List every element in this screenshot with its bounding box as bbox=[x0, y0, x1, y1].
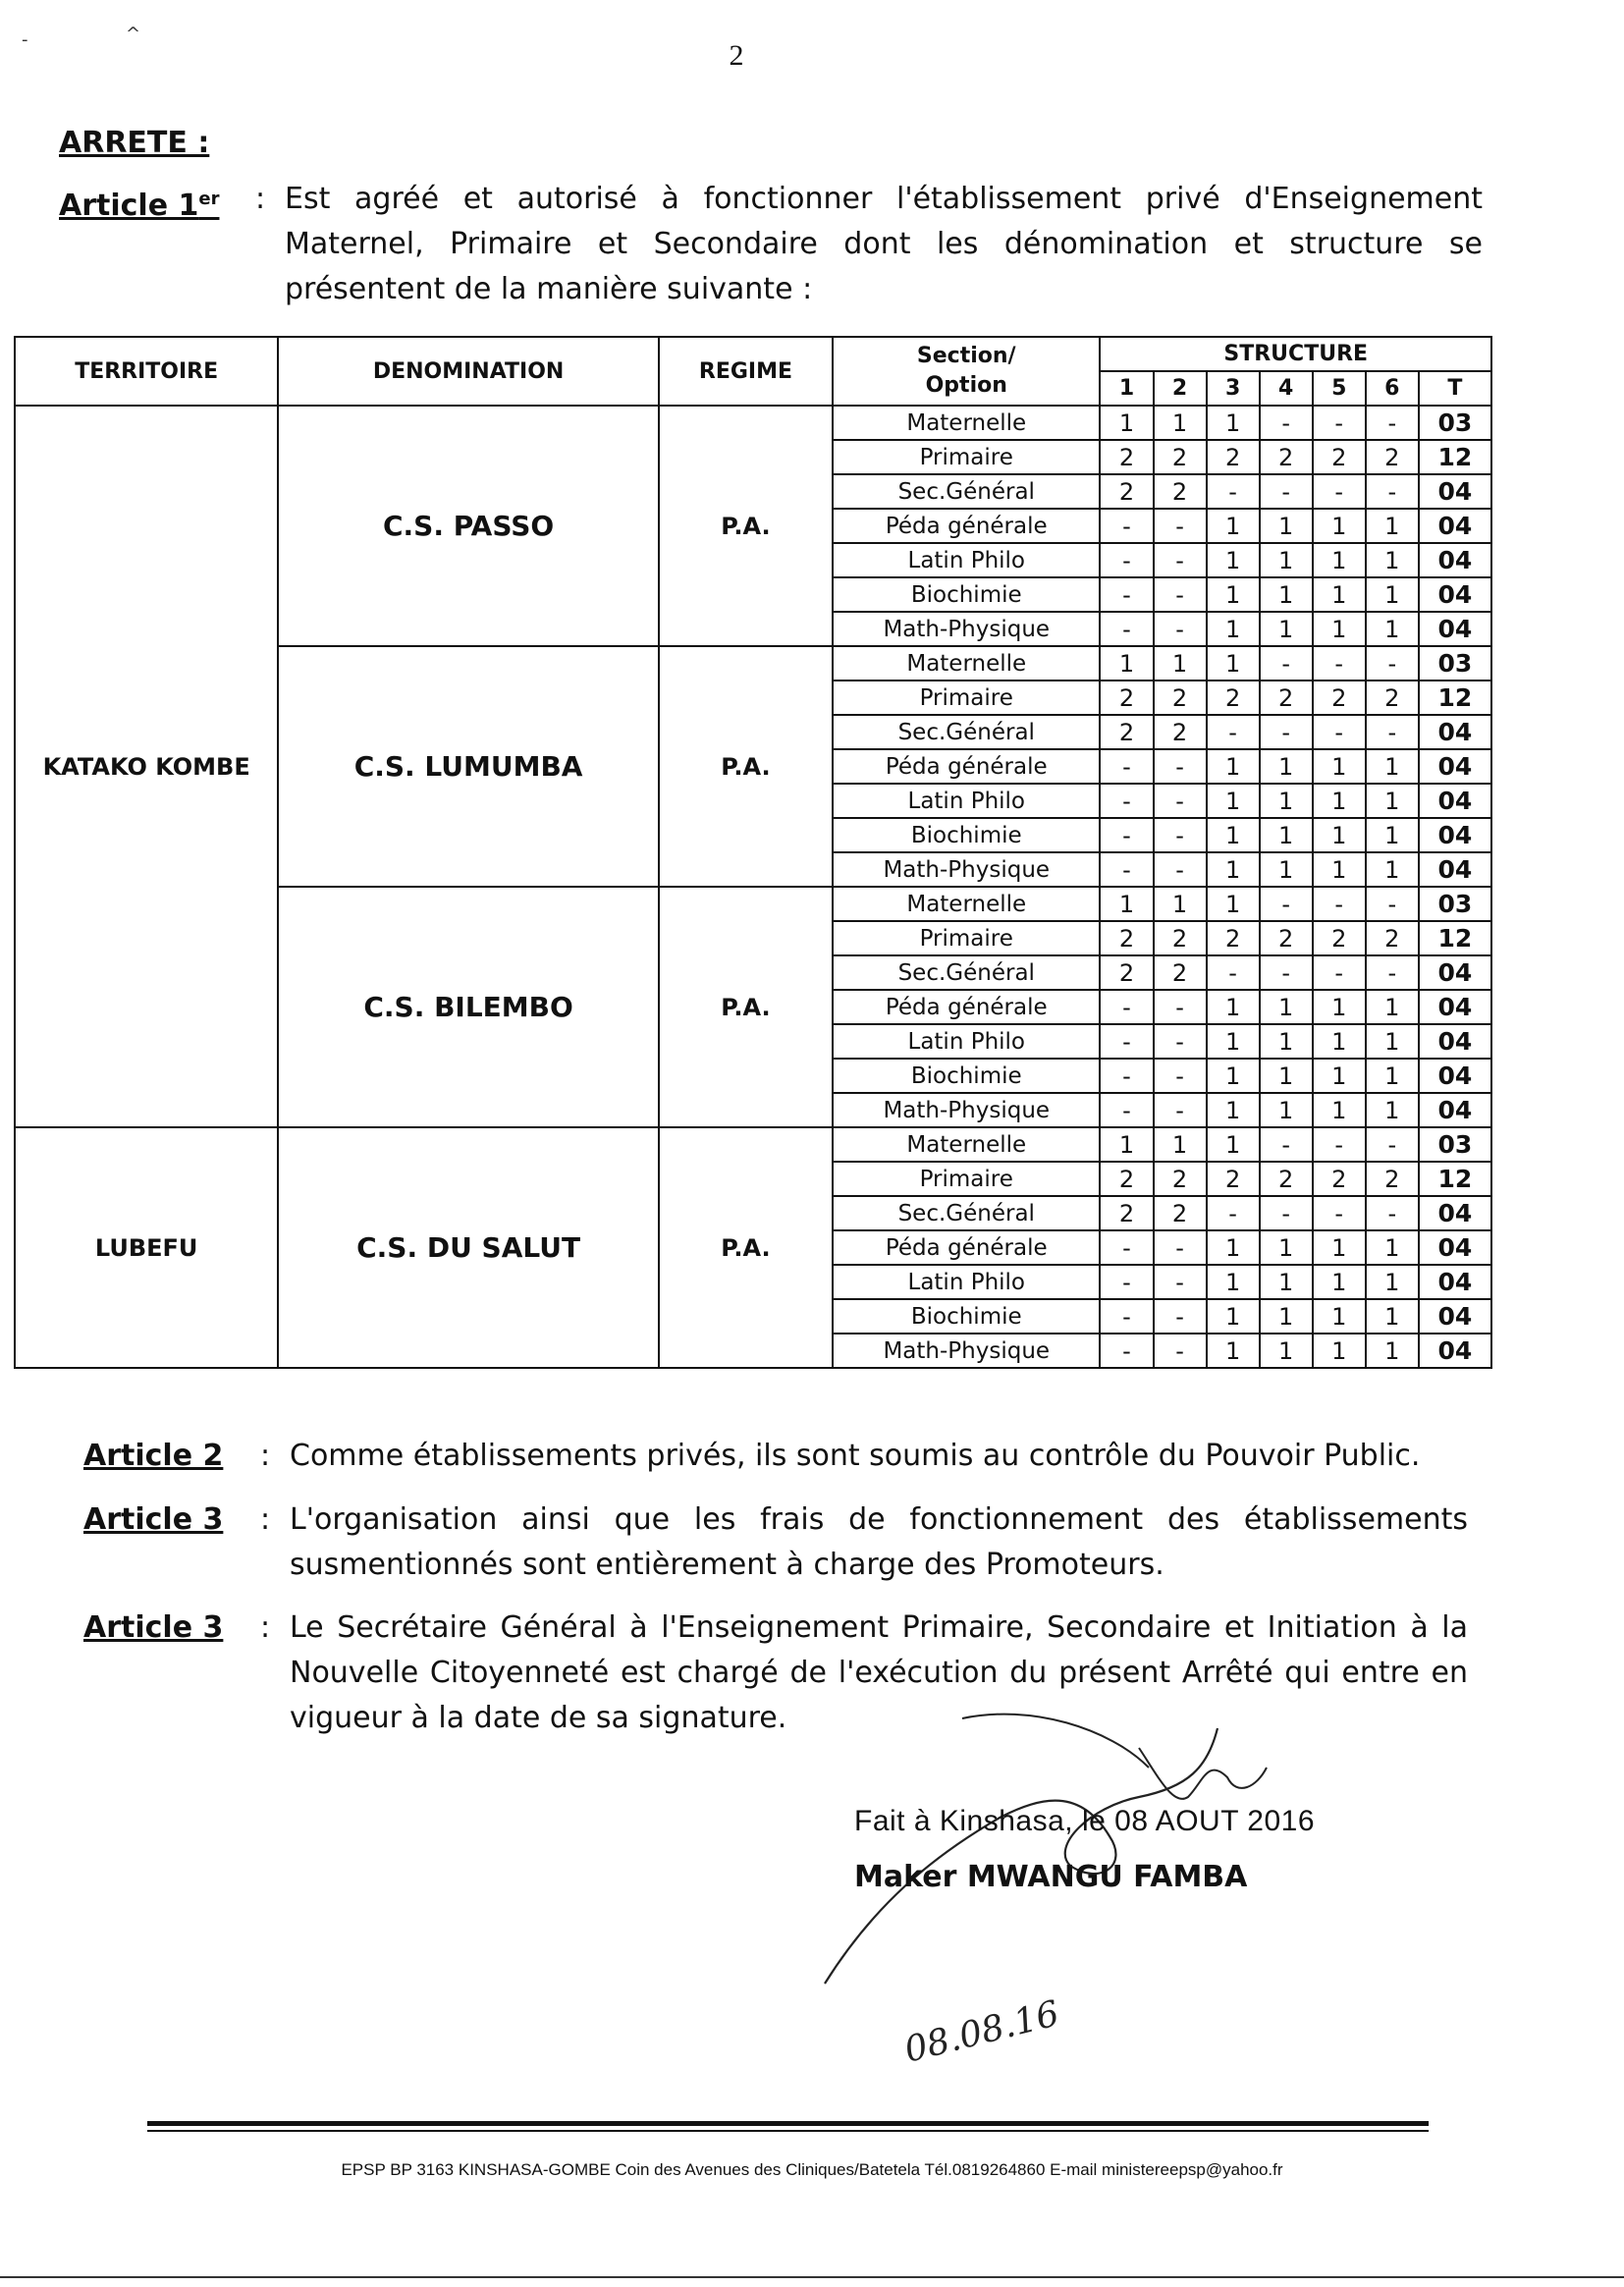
structure-cell: 1 bbox=[1260, 543, 1313, 577]
structure-cell: 1 bbox=[1313, 852, 1366, 887]
total-cell: 04 bbox=[1419, 818, 1491, 852]
structure-cell: 1 bbox=[1207, 543, 1260, 577]
option-cell: Math-Physique bbox=[833, 612, 1100, 646]
structure-cell: - bbox=[1207, 1196, 1260, 1230]
structure-cell: 2 bbox=[1313, 440, 1366, 474]
structure-cell: - bbox=[1154, 852, 1207, 887]
structure-cell: 1 bbox=[1313, 612, 1366, 646]
article-2 bbox=[83, 1434, 1468, 1479]
structure-cell: - bbox=[1154, 1230, 1207, 1265]
structure-cell: - bbox=[1366, 715, 1419, 749]
structure-cell: - bbox=[1260, 646, 1313, 681]
total-cell: 04 bbox=[1419, 1059, 1491, 1093]
structure-cell: 1 bbox=[1366, 1024, 1419, 1059]
article-separator: : bbox=[259, 1610, 271, 1645]
regime-cell: P.A. bbox=[659, 646, 833, 887]
total-cell: 04 bbox=[1419, 784, 1491, 818]
structure-cell: 2 bbox=[1154, 715, 1207, 749]
option-cell: Latin Philo bbox=[833, 784, 1100, 818]
structure-cell: 1 bbox=[1366, 612, 1419, 646]
structure-cell: 1 bbox=[1207, 990, 1260, 1024]
header-section-option: Section/ Option bbox=[833, 337, 1100, 406]
structure-cell: 1 bbox=[1313, 1230, 1366, 1265]
structure-cell: - bbox=[1100, 543, 1153, 577]
footer-rule bbox=[147, 2130, 1429, 2132]
total-cell: 04 bbox=[1419, 990, 1491, 1024]
structure-cell: 1 bbox=[1207, 612, 1260, 646]
structure-cell: - bbox=[1313, 646, 1366, 681]
table-row bbox=[15, 1127, 1491, 1162]
option-cell: Sec.Général bbox=[833, 955, 1100, 990]
option-cell: Péda générale bbox=[833, 749, 1100, 784]
structure-cell: - bbox=[1154, 543, 1207, 577]
structure-cell: 1 bbox=[1207, 749, 1260, 784]
total-cell: 04 bbox=[1419, 715, 1491, 749]
header-col-1: 1 bbox=[1100, 371, 1153, 406]
structure-cell: - bbox=[1154, 1024, 1207, 1059]
structure-cell: 2 bbox=[1207, 440, 1260, 474]
article-3 bbox=[83, 1497, 1468, 1588]
total-cell: 04 bbox=[1419, 955, 1491, 990]
structure-cell: - bbox=[1100, 852, 1153, 887]
article-3-second-label: Article 3 bbox=[83, 1610, 224, 1645]
footer-rule bbox=[147, 2121, 1429, 2126]
structure-cell: 1 bbox=[1100, 1127, 1153, 1162]
structure-cell: 1 bbox=[1313, 1093, 1366, 1127]
structure-cell: - bbox=[1207, 715, 1260, 749]
structure-cell: 1 bbox=[1260, 509, 1313, 543]
structure-cell: - bbox=[1313, 1196, 1366, 1230]
header-col-5: 5 bbox=[1313, 371, 1366, 406]
structure-cell: - bbox=[1100, 818, 1153, 852]
structure-cell: 1 bbox=[1207, 577, 1260, 612]
structure-cell: 1 bbox=[1207, 1265, 1260, 1299]
total-cell: 12 bbox=[1419, 921, 1491, 955]
structure-cell: 2 bbox=[1260, 681, 1313, 715]
structure-cell: 1 bbox=[1313, 509, 1366, 543]
structure-cell: - bbox=[1100, 1024, 1153, 1059]
structure-cell: 1 bbox=[1313, 1059, 1366, 1093]
option-cell: Péda générale bbox=[833, 990, 1100, 1024]
handwritten-date: 08.08.16 bbox=[900, 1993, 1063, 2071]
structure-cell: 1 bbox=[1366, 749, 1419, 784]
option-cell: Math-Physique bbox=[833, 1093, 1100, 1127]
structure-cell: - bbox=[1313, 474, 1366, 509]
option-cell: Biochimie bbox=[833, 1059, 1100, 1093]
structure-cell: 1 bbox=[1260, 612, 1313, 646]
total-cell: 12 bbox=[1419, 681, 1491, 715]
total-cell: 12 bbox=[1419, 440, 1491, 474]
scan-mark: ^ bbox=[126, 24, 141, 44]
structure-cell: 1 bbox=[1260, 784, 1313, 818]
arrete-heading: ARRETE : bbox=[59, 126, 210, 160]
total-cell: 04 bbox=[1419, 1334, 1491, 1368]
structure-cell: 2 bbox=[1366, 921, 1419, 955]
total-cell: 04 bbox=[1419, 852, 1491, 887]
structure-cell: - bbox=[1313, 887, 1366, 921]
structure-cell: 2 bbox=[1100, 1162, 1153, 1196]
option-cell: Maternelle bbox=[833, 406, 1100, 440]
structure-cell: 2 bbox=[1154, 955, 1207, 990]
school-name-cell: C.S. DU SALUT bbox=[278, 1127, 659, 1368]
article-separator: : bbox=[259, 1439, 271, 1473]
total-cell: 04 bbox=[1419, 577, 1491, 612]
structure-cell: 2 bbox=[1260, 921, 1313, 955]
structure-cell: 1 bbox=[1313, 543, 1366, 577]
structure-cell: 1 bbox=[1366, 577, 1419, 612]
territory-cell: LUBEFU bbox=[15, 1127, 278, 1368]
structure-cell: 1 bbox=[1100, 646, 1153, 681]
structure-cell: 1 bbox=[1260, 818, 1313, 852]
structure-cell: 2 bbox=[1313, 921, 1366, 955]
option-cell: Maternelle bbox=[833, 646, 1100, 681]
structure-cell: 1 bbox=[1207, 1059, 1260, 1093]
structure-cell: - bbox=[1154, 990, 1207, 1024]
header-regime: REGIME bbox=[659, 337, 833, 406]
header-col-3: 3 bbox=[1207, 371, 1260, 406]
total-cell: 04 bbox=[1419, 1230, 1491, 1265]
structure-cell: - bbox=[1100, 1334, 1153, 1368]
structure-cell: - bbox=[1260, 1196, 1313, 1230]
structure-cell: 1 bbox=[1207, 784, 1260, 818]
structure-cell: 1 bbox=[1260, 852, 1313, 887]
structure-cell: - bbox=[1154, 749, 1207, 784]
structure-cell: - bbox=[1154, 784, 1207, 818]
structure-cell: - bbox=[1366, 887, 1419, 921]
header-territoire: TERRITOIRE bbox=[15, 337, 278, 406]
structure-cell: - bbox=[1260, 406, 1313, 440]
structure-cell: 2 bbox=[1100, 1196, 1153, 1230]
structure-cell: - bbox=[1154, 509, 1207, 543]
structure-cell: - bbox=[1100, 784, 1153, 818]
structure-cell: - bbox=[1100, 749, 1153, 784]
structure-cell: - bbox=[1260, 1127, 1313, 1162]
structure-cell: 1 bbox=[1100, 887, 1153, 921]
structure-cell: 1 bbox=[1207, 1093, 1260, 1127]
structure-cell: - bbox=[1313, 955, 1366, 990]
structure-cell: 1 bbox=[1207, 1334, 1260, 1368]
structure-cell: 2 bbox=[1100, 474, 1153, 509]
structure-cell: 1 bbox=[1366, 818, 1419, 852]
structure-cell: 1 bbox=[1366, 543, 1419, 577]
structure-cell: 1 bbox=[1100, 406, 1153, 440]
page-edge bbox=[0, 2276, 1624, 2278]
header-structure: STRUCTURE bbox=[1100, 337, 1491, 371]
total-cell: 12 bbox=[1419, 1162, 1491, 1196]
total-cell: 04 bbox=[1419, 1265, 1491, 1299]
option-cell: Sec.Général bbox=[833, 474, 1100, 509]
structure-cell: - bbox=[1260, 715, 1313, 749]
structure-cell: 1 bbox=[1207, 852, 1260, 887]
total-cell: 03 bbox=[1419, 406, 1491, 440]
option-cell: Maternelle bbox=[833, 1127, 1100, 1162]
page-number: 2 bbox=[729, 39, 744, 72]
total-cell: 03 bbox=[1419, 887, 1491, 921]
structure-cell: - bbox=[1100, 1059, 1153, 1093]
structure-cell: 1 bbox=[1260, 577, 1313, 612]
option-cell: Sec.Général bbox=[833, 1196, 1100, 1230]
option-cell: Maternelle bbox=[833, 887, 1100, 921]
structure-cell: 1 bbox=[1366, 1059, 1419, 1093]
structure-cell: 1 bbox=[1154, 1127, 1207, 1162]
structure-cell: 2 bbox=[1366, 1162, 1419, 1196]
structure-cell: 1 bbox=[1313, 1024, 1366, 1059]
table-row bbox=[15, 406, 1491, 440]
signer-name: Maker MWANGU FAMBA bbox=[854, 1860, 1248, 1894]
option-cell: Primaire bbox=[833, 1162, 1100, 1196]
option-cell: Biochimie bbox=[833, 577, 1100, 612]
table-body bbox=[15, 406, 1491, 1368]
total-cell: 04 bbox=[1419, 612, 1491, 646]
structure-cell: - bbox=[1366, 1196, 1419, 1230]
structure-cell: 1 bbox=[1260, 1059, 1313, 1093]
structure-cell: - bbox=[1366, 474, 1419, 509]
article-3-second-text: Le Secrétaire Général à l'Enseignement Primaire, Secondaire et Initiation à la Nouvelle Citoyenneté est chargé de l'exécution du présent Arrêté qui entre en vigueur à la date de sa signature. bbox=[290, 1610, 1468, 1735]
article-2-text: Comme établissements privés, ils sont soumis au contrôle du Pouvoir Public. bbox=[290, 1439, 1421, 1473]
option-cell: Biochimie bbox=[833, 818, 1100, 852]
header-col-4: 4 bbox=[1260, 371, 1313, 406]
structure-cell: 1 bbox=[1260, 990, 1313, 1024]
structure-cell: - bbox=[1154, 1093, 1207, 1127]
option-cell: Primaire bbox=[833, 681, 1100, 715]
regime-cell: P.A. bbox=[659, 887, 833, 1127]
structure-cell: - bbox=[1100, 1093, 1153, 1127]
structure-cell: 2 bbox=[1154, 921, 1207, 955]
school-name-cell: C.S. PASSO bbox=[278, 406, 659, 646]
option-cell: Péda générale bbox=[833, 1230, 1100, 1265]
structure-cell: 1 bbox=[1313, 749, 1366, 784]
structure-cell: 2 bbox=[1366, 440, 1419, 474]
structure-cell: - bbox=[1154, 1265, 1207, 1299]
structure-cell: - bbox=[1313, 406, 1366, 440]
total-cell: 03 bbox=[1419, 1127, 1491, 1162]
structure-cell: 1 bbox=[1313, 1265, 1366, 1299]
article-3-label: Article 3 bbox=[83, 1502, 224, 1537]
structure-cell: 1 bbox=[1260, 1265, 1313, 1299]
structure-cell: 1 bbox=[1366, 990, 1419, 1024]
structure-cell: 1 bbox=[1207, 1024, 1260, 1059]
option-cell: Primaire bbox=[833, 440, 1100, 474]
structure-cell: 2 bbox=[1100, 440, 1153, 474]
structure-cell: 2 bbox=[1207, 921, 1260, 955]
scan-mark: - bbox=[22, 29, 28, 50]
option-cell: Math-Physique bbox=[833, 1334, 1100, 1368]
structure-cell: 1 bbox=[1366, 1093, 1419, 1127]
option-cell: Péda générale bbox=[833, 509, 1100, 543]
structure-cell: - bbox=[1154, 612, 1207, 646]
structure-cell: 1 bbox=[1366, 1230, 1419, 1265]
structure-cell: - bbox=[1260, 474, 1313, 509]
structure-cell: - bbox=[1366, 955, 1419, 990]
structure-cell: 1 bbox=[1207, 1230, 1260, 1265]
article-1 bbox=[59, 177, 1483, 312]
structure-cell: - bbox=[1207, 474, 1260, 509]
option-cell: Latin Philo bbox=[833, 1024, 1100, 1059]
structure-cell: 1 bbox=[1260, 1093, 1313, 1127]
structure-cell: 1 bbox=[1313, 784, 1366, 818]
header-col-6: 6 bbox=[1366, 371, 1419, 406]
structure-cell: 1 bbox=[1313, 1334, 1366, 1368]
structure-cell: 1 bbox=[1366, 1334, 1419, 1368]
structure-cell: 1 bbox=[1260, 1230, 1313, 1265]
structure-cell: - bbox=[1100, 1299, 1153, 1334]
structure-cell: - bbox=[1260, 955, 1313, 990]
structure-cell: 1 bbox=[1207, 818, 1260, 852]
structure-cell: 1 bbox=[1313, 818, 1366, 852]
place-date: Fait à Kinshasa, le 08 AOUT 2016 bbox=[854, 1805, 1316, 1837]
header-denomination: DENOMINATION bbox=[278, 337, 659, 406]
structure-cell: 1 bbox=[1154, 646, 1207, 681]
structure-cell: - bbox=[1366, 646, 1419, 681]
article-separator: : bbox=[259, 1502, 271, 1537]
structure-cell: 2 bbox=[1100, 681, 1153, 715]
article-separator: : bbox=[254, 182, 266, 216]
structure-cell: - bbox=[1100, 990, 1153, 1024]
structure-cell: - bbox=[1366, 406, 1419, 440]
structure-cell: - bbox=[1100, 577, 1153, 612]
structure-cell: - bbox=[1154, 1334, 1207, 1368]
structure-cell: - bbox=[1100, 509, 1153, 543]
total-cell: 04 bbox=[1419, 474, 1491, 509]
structure-cell: 1 bbox=[1207, 509, 1260, 543]
structure-cell: 1 bbox=[1260, 1334, 1313, 1368]
total-cell: 04 bbox=[1419, 1299, 1491, 1334]
option-cell: Sec.Général bbox=[833, 715, 1100, 749]
structure-cell: 2 bbox=[1207, 1162, 1260, 1196]
structure-cell: - bbox=[1207, 955, 1260, 990]
structure-cell: 2 bbox=[1154, 474, 1207, 509]
structure-cell: 1 bbox=[1366, 1265, 1419, 1299]
structure-cell: - bbox=[1366, 1127, 1419, 1162]
structure-cell: 1 bbox=[1366, 852, 1419, 887]
structure-cell: - bbox=[1313, 1127, 1366, 1162]
structure-cell: - bbox=[1154, 1059, 1207, 1093]
option-cell: Math-Physique bbox=[833, 852, 1100, 887]
footer: EPSP BP 3163 KINSHASA-GOMBE Coin des Avenues des Cliniques/Batetela Tél.0819264860 E-mail ministereepsp@yahoo.fr bbox=[341, 2160, 1283, 2179]
structure-cell: 2 bbox=[1260, 1162, 1313, 1196]
structure-cell: - bbox=[1154, 1299, 1207, 1334]
option-cell: Latin Philo bbox=[833, 543, 1100, 577]
structure-cell: 1 bbox=[1366, 1299, 1419, 1334]
structure-cell: 1 bbox=[1366, 784, 1419, 818]
regime-cell: P.A. bbox=[659, 1127, 833, 1368]
structure-cell: 2 bbox=[1100, 921, 1153, 955]
structure-cell: 1 bbox=[1313, 990, 1366, 1024]
structure-cell: 1 bbox=[1313, 1299, 1366, 1334]
total-cell: 04 bbox=[1419, 1093, 1491, 1127]
structure-cell: 2 bbox=[1154, 1196, 1207, 1230]
total-cell: 04 bbox=[1419, 509, 1491, 543]
regime-cell: P.A. bbox=[659, 406, 833, 646]
structure-cell: 1 bbox=[1207, 1127, 1260, 1162]
structure-cell: 1 bbox=[1154, 406, 1207, 440]
structure-cell: 2 bbox=[1154, 440, 1207, 474]
structure-cell: 2 bbox=[1207, 681, 1260, 715]
total-cell: 03 bbox=[1419, 646, 1491, 681]
structure-cell: 1 bbox=[1366, 509, 1419, 543]
structure-cell: 1 bbox=[1260, 749, 1313, 784]
structure-cell: 1 bbox=[1154, 887, 1207, 921]
structure-cell: 2 bbox=[1313, 1162, 1366, 1196]
structure-cell: - bbox=[1154, 818, 1207, 852]
structure-cell: 2 bbox=[1100, 955, 1153, 990]
total-cell: 04 bbox=[1419, 543, 1491, 577]
structure-cell: 1 bbox=[1207, 406, 1260, 440]
structure-cell: 2 bbox=[1366, 681, 1419, 715]
total-cell: 04 bbox=[1419, 749, 1491, 784]
option-cell: Primaire bbox=[833, 921, 1100, 955]
total-cell: 04 bbox=[1419, 1196, 1491, 1230]
structure-cell: - bbox=[1100, 612, 1153, 646]
structure-cell: 2 bbox=[1313, 681, 1366, 715]
territory-cell: KATAKO KOMBE bbox=[15, 406, 278, 1127]
structure-cell: 2 bbox=[1154, 1162, 1207, 1196]
article-1-text: Est agréé et autorisé à fonctionner l'établissement privé d'Enseignement Maternel, Primaire et Secondaire dont les dénomination et structure se présentent de la manière suivante : bbox=[285, 182, 1483, 306]
header-col-total: T bbox=[1419, 371, 1491, 406]
structure-cell: 1 bbox=[1313, 577, 1366, 612]
structure-cell: 2 bbox=[1260, 440, 1313, 474]
school-name-cell: C.S. BILEMBO bbox=[278, 887, 659, 1127]
article-3-text: L'organisation ainsi que les frais de fonctionnement des établissements susmentionnés sont entièrement à charge des Promoteurs. bbox=[290, 1502, 1468, 1582]
article-2-label: Article 2 bbox=[83, 1439, 224, 1473]
structure-cell: 2 bbox=[1154, 681, 1207, 715]
structure-cell: - bbox=[1260, 887, 1313, 921]
signature-block bbox=[854, 1805, 1315, 1894]
structure-cell: 2 bbox=[1100, 715, 1153, 749]
article-1-label: Article 1er bbox=[59, 189, 220, 223]
structure-cell: 1 bbox=[1260, 1024, 1313, 1059]
option-cell: Latin Philo bbox=[833, 1265, 1100, 1299]
structure-cell: - bbox=[1313, 715, 1366, 749]
school-name-cell: C.S. LUMUMBA bbox=[278, 646, 659, 887]
structure-cell: 1 bbox=[1260, 1299, 1313, 1334]
structure-cell: 1 bbox=[1207, 887, 1260, 921]
structure-table bbox=[14, 336, 1492, 1369]
structure-cell: 1 bbox=[1207, 1299, 1260, 1334]
structure-cell: - bbox=[1154, 577, 1207, 612]
structure-cell: - bbox=[1100, 1265, 1153, 1299]
header-col-2: 2 bbox=[1154, 371, 1207, 406]
structure-cell: - bbox=[1100, 1230, 1153, 1265]
structure-cell: 1 bbox=[1207, 646, 1260, 681]
option-cell: Biochimie bbox=[833, 1299, 1100, 1334]
total-cell: 04 bbox=[1419, 1024, 1491, 1059]
